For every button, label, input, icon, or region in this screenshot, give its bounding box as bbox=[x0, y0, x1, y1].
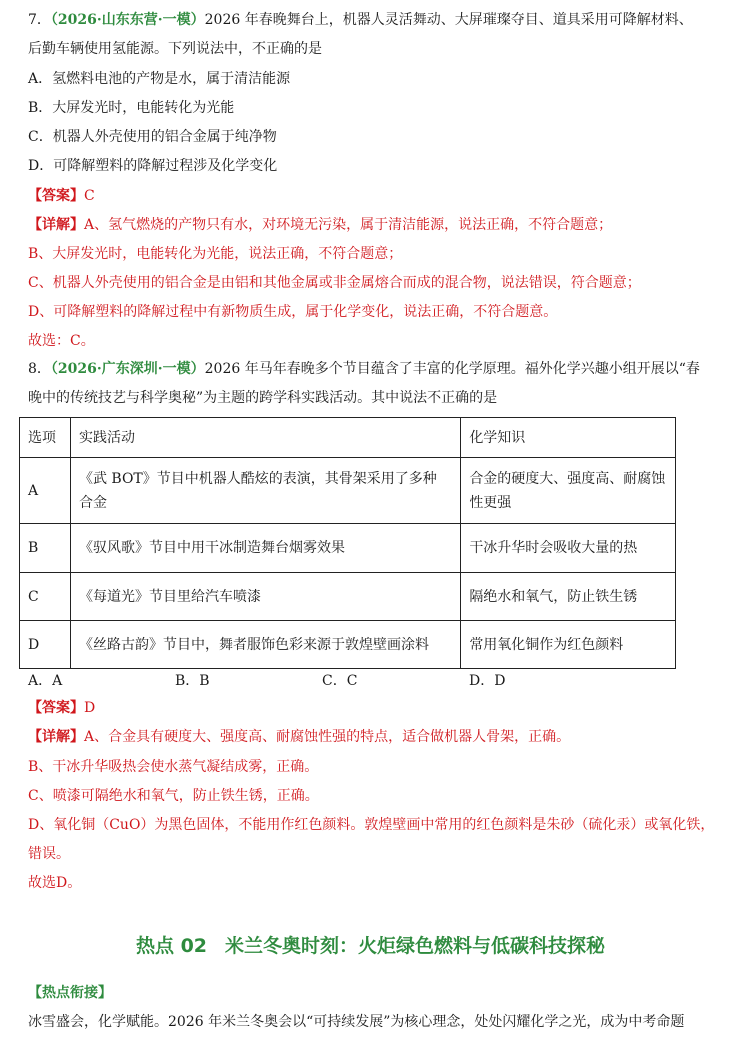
q7-stem-text-1: 2026 年春晚舞台上，机器人灵活舞动、大屏璀璨夺目、道具采用可降解材料、 bbox=[204, 12, 693, 28]
q7-answer-tag: 【答案】 bbox=[28, 188, 84, 204]
q7-option-c: C．机器人外壳使用的铝合金属于纯净物 bbox=[28, 129, 277, 145]
row-a-knowledge-line-1: 合金的硬度大、强度高、耐腐蚀 bbox=[469, 470, 666, 487]
q7-detail-tag: 【详解】 bbox=[28, 217, 84, 233]
hot-link-heading bbox=[28, 983, 112, 1003]
q8-stem-text-1: 2026 年马年春晚多个节目蕴含了丰富的化学原理。福外化学兴趣小组开展以“春 bbox=[204, 361, 700, 377]
q8-options-table bbox=[19, 417, 676, 669]
table-row bbox=[20, 621, 676, 669]
row-a-activity bbox=[70, 458, 460, 524]
row-d-option: D bbox=[20, 621, 71, 669]
row-a-knowledge bbox=[461, 458, 676, 524]
row-a-activity-line-1: 《武 BOT》节目中机器人酷炫的表演，其骨架采用了多种 bbox=[78, 470, 437, 487]
q8-choice-c: C．C bbox=[322, 673, 358, 689]
q8-choice-d: D．D bbox=[469, 673, 506, 689]
q7-conclusion: 故选：C。 bbox=[28, 333, 95, 349]
q8-detail-text-1: A、合金具有硬度大、强度高、耐腐蚀性强的特点，适合做机器人骨架，正确。 bbox=[84, 729, 571, 745]
table-row bbox=[20, 524, 676, 573]
row-c-option: C bbox=[20, 573, 71, 621]
table-row bbox=[20, 458, 676, 524]
q7-detail-2: B、大屏发光时，电能转化为光能，说法正确，不符合题意； bbox=[28, 246, 403, 262]
table-row bbox=[20, 573, 676, 621]
q8-detail-5: 错误。 bbox=[28, 846, 70, 862]
q7-source: （2026·山东东营·一模） bbox=[50, 12, 205, 28]
q7-stem-line-2: 后勤车辆使用氢能源。下列说法中，不正确的是 bbox=[28, 41, 322, 57]
row-a-activity-line-2: 合金 bbox=[78, 494, 107, 511]
q8-choice-a: A．A bbox=[28, 673, 63, 689]
header-knowledge: 化学知识 bbox=[461, 418, 676, 458]
q8-stem-line-2: 晚中的传统技艺与科学奥秘”为主题的跨学科实践活动。其中说法不正确的是 bbox=[28, 390, 498, 406]
row-c-activity: 《每道光》节目里给汽车喷漆 bbox=[70, 573, 460, 621]
row-a-option: A bbox=[20, 458, 71, 524]
row-c-knowledge: 隔绝水和氧气，防止铁生锈 bbox=[461, 573, 676, 621]
header-option: 选项 bbox=[20, 418, 71, 458]
q7-number: 7． bbox=[28, 12, 51, 28]
q7-detail-3: C、机器人外壳使用的铝合金是由铝和其他金属或非金属熔合而成的混合物，说法错误，符合题意； bbox=[28, 275, 641, 291]
q8-answer-value: D bbox=[84, 700, 96, 716]
hot-intro: 冰雪盛会，化学赋能。2026 年米兰冬奥会以“可持续发展”为核心理念，处处闪耀化学之光，成为中考命题 bbox=[28, 1014, 685, 1030]
q8-detail-3: C、喷漆可隔绝水和氧气，防止铁生锈，正确。 bbox=[28, 788, 319, 804]
q7-option-a: A．氢燃料电池的产物是水，属于清洁能源 bbox=[28, 71, 291, 87]
q8-choices bbox=[28, 671, 616, 691]
q7-detail-1 bbox=[28, 215, 612, 235]
row-b-option: B bbox=[20, 524, 71, 573]
q8-answer bbox=[28, 698, 95, 718]
row-b-activity: 《驭风歌》节目中用干冰制造舞台烟雾效果 bbox=[70, 524, 460, 573]
row-d-activity: 《丝路古韵》节目中，舞者服饰色彩来源于敦煌壁画涂料 bbox=[70, 621, 460, 669]
q7-detail-4: D、可降解塑料的降解过程中有新物质生成，属于化学变化，说法正确，不符合题意。 bbox=[28, 304, 558, 320]
q8-detail-4: D、氧化铜（CuO）为黑色固体，不能用作红色颜料。敦煌壁画中常用的红色颜料是朱砂（硫化汞）或氧化铁， bbox=[28, 817, 715, 833]
q7-answer bbox=[28, 186, 95, 206]
hot-link-tag: 【热点衔接】 bbox=[28, 985, 112, 1001]
hot-topic-heading bbox=[0, 931, 741, 958]
q8-stem-line-1 bbox=[28, 359, 700, 379]
q8-conclusion: 故选D。 bbox=[28, 875, 82, 891]
q8-number: 8． bbox=[28, 361, 51, 377]
row-d-knowledge: 常用氧化铜作为红色颜料 bbox=[461, 621, 676, 669]
q7-option-b: B．大屏发光时，电能转化为光能 bbox=[28, 100, 235, 116]
q8-choice-b: B．B bbox=[175, 673, 210, 689]
table-header-row bbox=[20, 418, 676, 458]
hot-topic-title: 米兰冬奥时刻：火炬绿色燃料与低碳科技探秘 bbox=[225, 935, 606, 957]
q8-detail-1 bbox=[28, 727, 570, 747]
q7-stem-line-1 bbox=[28, 10, 693, 30]
q7-detail-text-1: A、氢气燃烧的产物只有水，对环境无污染，属于清洁能源，说法正确，不符合题意； bbox=[84, 217, 613, 233]
hot-topic-number: 热点 02 bbox=[135, 935, 208, 957]
q8-answer-tag: 【答案】 bbox=[28, 700, 84, 716]
q8-source: （2026·广东深圳·一模） bbox=[50, 361, 205, 377]
header-activity: 实践活动 bbox=[70, 418, 460, 458]
q7-option-d: D．可降解塑料的降解过程涉及化学变化 bbox=[28, 158, 278, 174]
q8-detail-2: B、干冰升华吸热会使水蒸气凝结成雾，正确。 bbox=[28, 759, 319, 775]
row-a-knowledge-line-2: 性更强 bbox=[469, 494, 512, 511]
q7-answer-value: C bbox=[84, 188, 95, 204]
q8-detail-tag: 【详解】 bbox=[28, 729, 84, 745]
row-b-knowledge: 干冰升华时会吸收大量的热 bbox=[461, 524, 676, 573]
